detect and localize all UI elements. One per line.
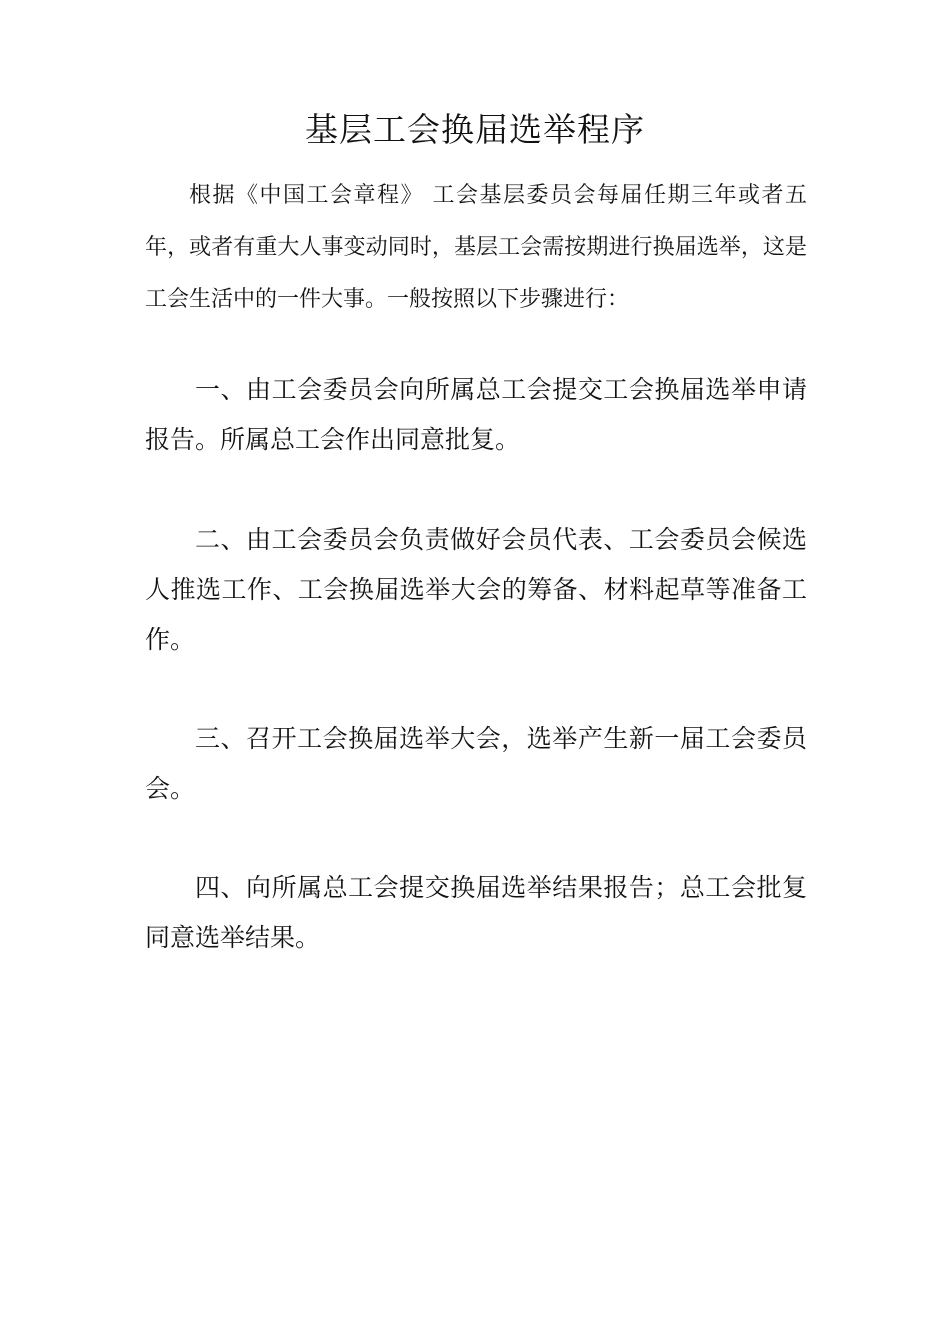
intro-paragraph: 根据《中国工会章程》 工会基层委员会每届任期三年或者五年，或者有重大人事变动同时，基层工会需按期进行换届选举，这是工会生活中的一件大事。一般按照以下步骤进行： [145,183,807,312]
step-4-paragraph: 四、向所属总工会提交换届选举结果报告；总工会批复同意选举结果。 [145,873,807,952]
step-3-paragraph: 三、召开工会换届选举大会，选举产生新一届工会委员会。 [145,724,807,803]
step-2-paragraph: 二、由工会委员会负责做好会员代表、工会委员会候选人推选工作、工会换届选举大会的筹备、材料起草等准备工作。 [145,525,807,654]
step-1-paragraph: 一、由工会委员会向所属总工会提交工会换届选举申请报告。所属总工会作出同意批复。 [145,375,807,454]
document-title: 基层工会换届选举程序 [305,110,645,149]
